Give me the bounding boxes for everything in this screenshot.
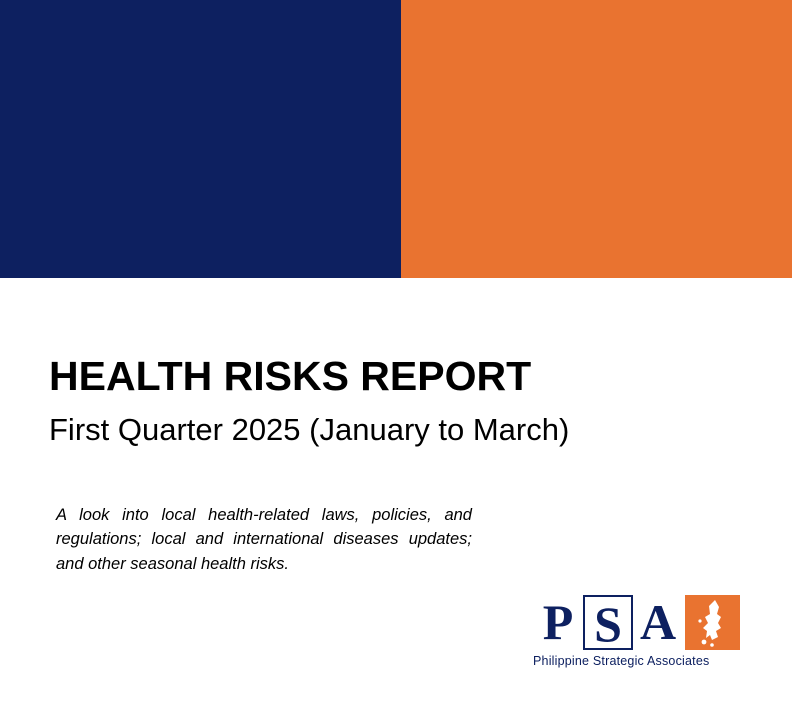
header-color-banner: [0, 0, 792, 278]
logo-letter-s: S: [583, 595, 633, 650]
logo-letter-marks: [533, 595, 755, 650]
logo-letter-a: A: [639, 594, 677, 650]
psa-logo: [533, 595, 755, 668]
abstract-text: A look into local health-related laws, policies, and regulations; local and international diseases updates; and other seasonal health risks.: [56, 506, 472, 573]
page-title: HEALTH RISKS REPORT: [49, 353, 532, 399]
logo-caption: Philippine Strategic Associates: [533, 654, 710, 668]
page-subtitle: First Quarter 2025 (January to March): [49, 412, 570, 448]
banner-orange-block: [401, 0, 792, 278]
logo-letter-p: P: [542, 594, 574, 650]
philippines-map-icon: [685, 595, 740, 650]
title-block: [49, 355, 729, 448]
banner-navy-block: [0, 0, 401, 278]
